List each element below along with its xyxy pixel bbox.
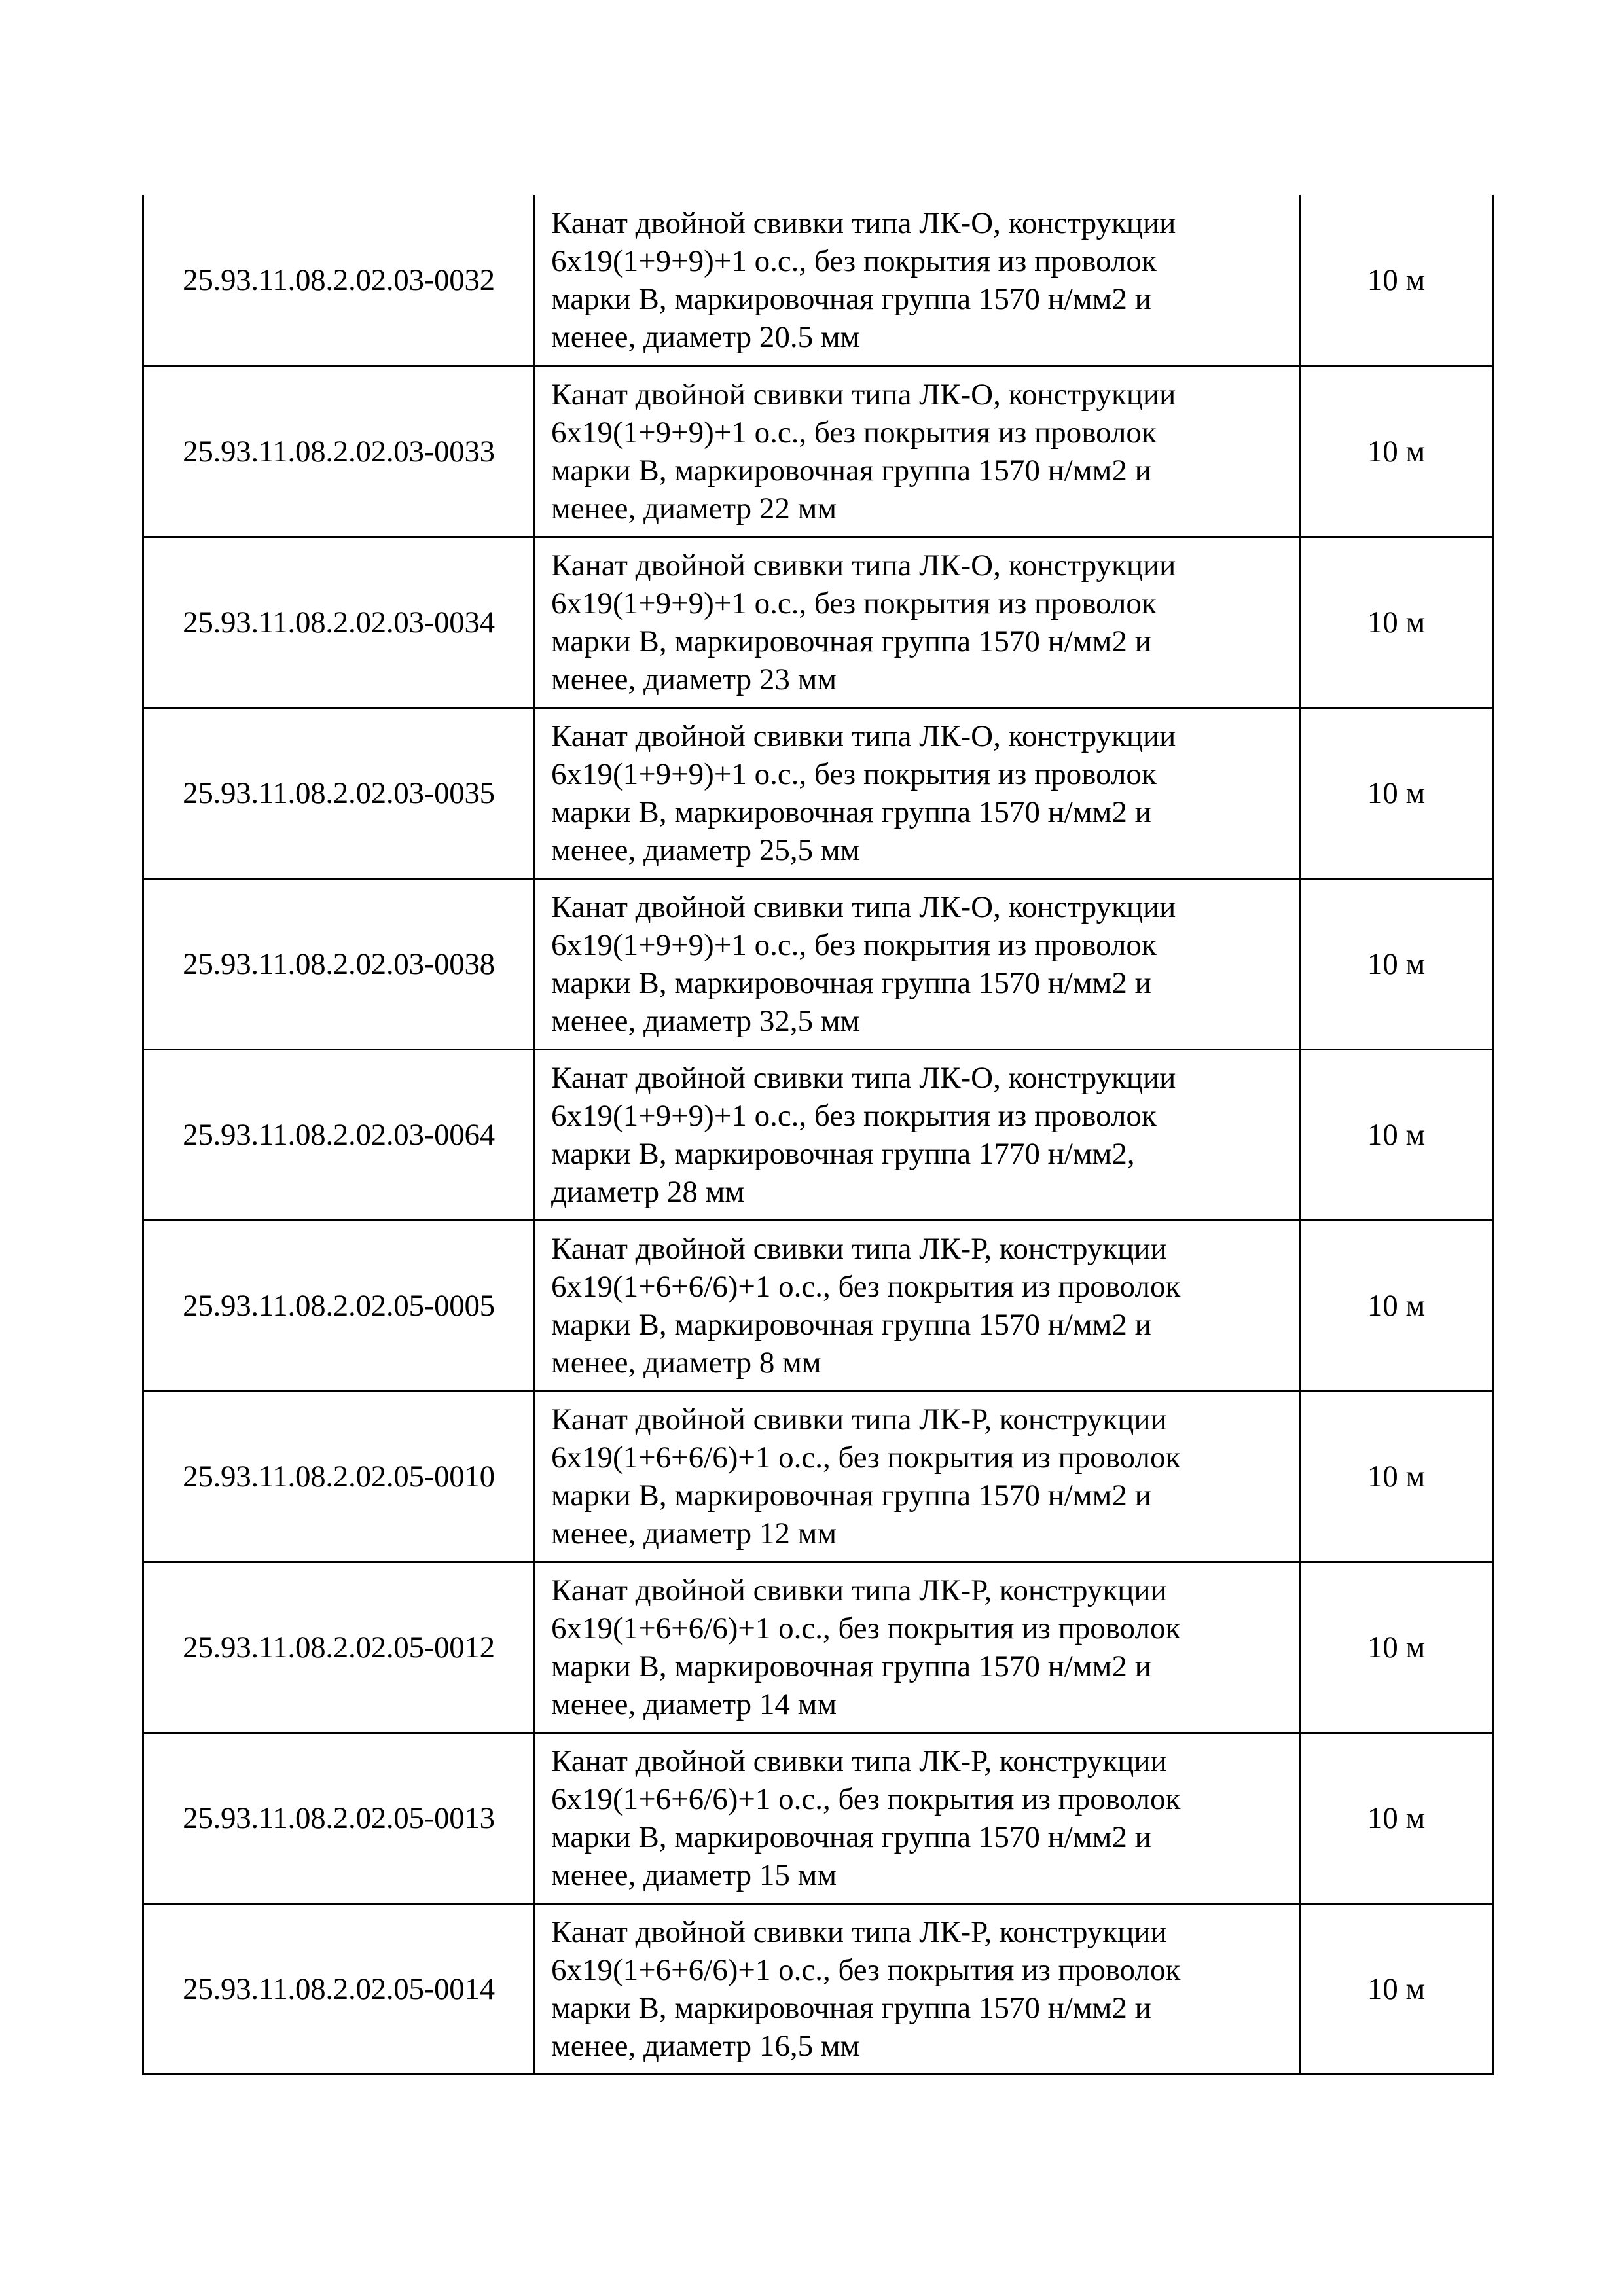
description-line: марки В, маркировочная группа 1570 н/мм2 и [551, 1307, 1151, 1342]
description-line: менее, диаметр 15 мм [551, 1857, 837, 1892]
resource-code-cell: 25.93.11.08.2.02.05-0012 [143, 1562, 535, 1732]
resource-code-cell: 25.93.11.08.2.02.05-0010 [143, 1391, 535, 1562]
description-line: 6х19(1+6+6/6)+1 о.с., без покрытия из проволок [551, 1611, 1181, 1645]
resource-code-cell: 25.93.11.08.2.02.05-0013 [143, 1732, 535, 1903]
description-cell [535, 1562, 1300, 1732]
description-line: диаметр 28 мм [551, 1174, 745, 1209]
description-line: Канат двойной свивки типа ЛК-О, конструкции [551, 206, 1176, 240]
unit-cell: 10 м [1300, 537, 1493, 708]
description-line: Канат двойной свивки типа ЛК-О, конструкции [551, 889, 1176, 924]
resource-code-cell: 25.93.11.08.2.02.03-0035 [143, 708, 535, 878]
resource-code-cell: 25.93.11.08.2.02.03-0034 [143, 537, 535, 708]
description-line: Канат двойной свивки типа ЛК-О, конструкции [551, 377, 1176, 412]
table-row [143, 878, 1493, 1049]
description-cell [535, 1732, 1300, 1903]
rope-specification-table [142, 195, 1494, 2075]
unit-cell: 10 м [1300, 1391, 1493, 1562]
table-row [143, 1562, 1493, 1732]
description-line: 6х19(1+6+6/6)+1 о.с., без покрытия из проволок [551, 1782, 1181, 1816]
table-row [143, 1391, 1493, 1562]
table-row [143, 537, 1493, 708]
description-line: менее, диаметр 14 мм [551, 1687, 837, 1721]
table-row [143, 1732, 1493, 1903]
description-line: 6х19(1+9+9)+1 о.с., без покрытия из проволок [551, 586, 1157, 620]
description-line: менее, диаметр 8 мм [551, 1345, 821, 1380]
description-line: Канат двойной свивки типа ЛК-О, конструкции [551, 1060, 1176, 1095]
description-line: марки В, маркировочная группа 1570 н/мм2 и [551, 1478, 1151, 1513]
resource-code-cell: 25.93.11.08.2.02.03-0032 [143, 195, 535, 366]
description-cell [535, 708, 1300, 878]
description-line: 6х19(1+6+6/6)+1 о.с., без покрытия из проволок [551, 1269, 1181, 1304]
unit-cell: 10 м [1300, 195, 1493, 366]
resource-code-cell: 25.93.11.08.2.02.05-0014 [143, 1903, 535, 2074]
description-cell [535, 195, 1300, 366]
unit-cell: 10 м [1300, 1732, 1493, 1903]
description-line: Канат двойной свивки типа ЛК-Р, конструкции [551, 1744, 1167, 1778]
description-cell [535, 537, 1300, 708]
description-line: 6х19(1+9+9)+1 о.с., без покрытия из проволок [551, 927, 1157, 962]
description-line: 6х19(1+6+6/6)+1 о.с., без покрытия из проволок [551, 1440, 1181, 1475]
description-line: менее, диаметр 32,5 мм [551, 1003, 860, 1038]
table-row [143, 1220, 1493, 1391]
unit-cell: 10 м [1300, 1049, 1493, 1220]
description-line: менее, диаметр 20.5 мм [551, 319, 860, 354]
description-line: Канат двойной свивки типа ЛК-Р, конструкции [551, 1573, 1167, 1607]
description-line: марки В, маркировочная группа 1570 н/мм2 и [551, 965, 1151, 1000]
table-row [143, 366, 1493, 537]
description-line: менее, диаметр 23 мм [551, 662, 837, 696]
unit-cell: 10 м [1300, 1903, 1493, 2074]
resource-code-cell: 25.93.11.08.2.02.05-0005 [143, 1220, 535, 1391]
table-row [143, 195, 1493, 366]
resource-code-cell: 25.93.11.08.2.02.03-0064 [143, 1049, 535, 1220]
description-line: 6х19(1+9+9)+1 о.с., без покрытия из проволок [551, 415, 1157, 450]
description-cell [535, 1903, 1300, 2074]
description-line: марки В, маркировочная группа 1570 н/мм2 и [551, 624, 1151, 658]
description-cell [535, 1049, 1300, 1220]
description-line: 6х19(1+9+9)+1 о.с., без покрытия из проволок [551, 243, 1157, 278]
unit-cell: 10 м [1300, 1220, 1493, 1391]
description-line: менее, диаметр 12 мм [551, 1516, 837, 1551]
description-line: марки В, маркировочная группа 1570 н/мм2 и [551, 1990, 1151, 2025]
description-line: Канат двойной свивки типа ЛК-Р, конструкции [551, 1914, 1167, 1949]
unit-cell: 10 м [1300, 878, 1493, 1049]
description-line: 6х19(1+9+9)+1 о.с., без покрытия из проволок [551, 757, 1157, 791]
unit-cell: 10 м [1300, 708, 1493, 878]
description-line: Канат двойной свивки типа ЛК-Р, конструкции [551, 1402, 1167, 1437]
resource-code-cell: 25.93.11.08.2.02.03-0038 [143, 878, 535, 1049]
description-line: марки В, маркировочная группа 1570 н/мм2 и [551, 795, 1151, 829]
resource-code-cell: 25.93.11.08.2.02.03-0033 [143, 366, 535, 537]
description-cell [535, 366, 1300, 537]
description-line: Канат двойной свивки типа ЛК-Р, конструкции [551, 1231, 1167, 1266]
description-line: менее, диаметр 22 мм [551, 491, 837, 526]
description-line: менее, диаметр 25,5 мм [551, 833, 860, 867]
table-row [143, 1903, 1493, 2074]
description-cell [535, 1391, 1300, 1562]
description-line: 6х19(1+6+6/6)+1 о.с., без покрытия из проволок [551, 1952, 1181, 1987]
description-line: марки В, маркировочная группа 1570 н/мм2 и [551, 453, 1151, 488]
table-row [143, 1049, 1493, 1220]
description-line: Канат двойной свивки типа ЛК-О, конструкции [551, 719, 1176, 753]
description-cell [535, 1220, 1300, 1391]
unit-cell: 10 м [1300, 366, 1493, 537]
description-line: 6х19(1+9+9)+1 о.с., без покрытия из проволок [551, 1098, 1157, 1133]
description-line: менее, диаметр 16,5 мм [551, 2028, 860, 2063]
description-cell [535, 878, 1300, 1049]
unit-cell: 10 м [1300, 1562, 1493, 1732]
description-line: марки В, маркировочная группа 1570 н/мм2 и [551, 281, 1151, 316]
description-line: марки В, маркировочная группа 1770 н/мм2, [551, 1136, 1135, 1171]
description-line: Канат двойной свивки типа ЛК-О, конструкции [551, 548, 1176, 583]
table-row [143, 708, 1493, 878]
description-line: марки В, маркировочная группа 1570 н/мм2 и [551, 1649, 1151, 1683]
table-body [143, 195, 1493, 2074]
description-line: марки В, маркировочная группа 1570 н/мм2 и [551, 1820, 1151, 1854]
